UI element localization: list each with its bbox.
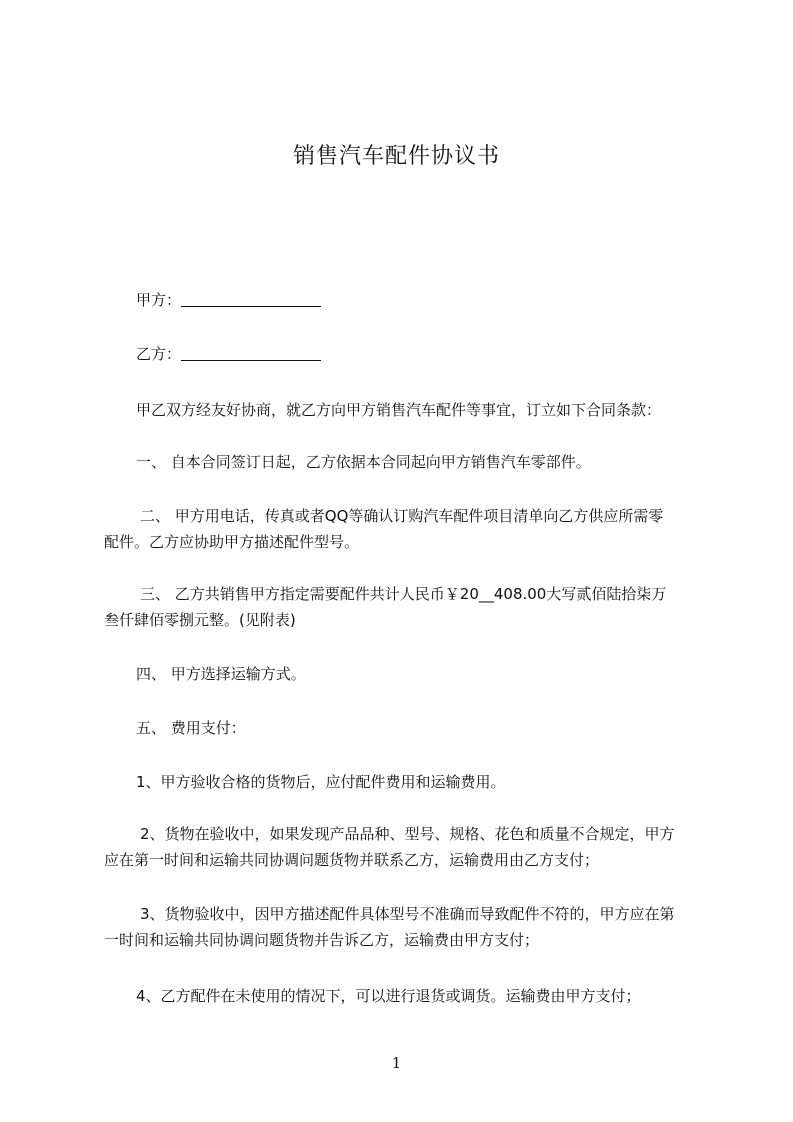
payment-item-1: 1、甲方验收合格的货物后，应付配件费用和运输费用。 xyxy=(136,773,506,791)
payment-item-4: 4、乙方配件在未使用的情况下，可以进行退货或调货。运输费由甲方支付； xyxy=(136,987,641,1005)
clause-2-line-2: 配件。乙方应协助甲方描述配件型号。 xyxy=(104,533,360,551)
clause-5: 五、 费用支付： xyxy=(136,719,246,737)
clause-1: 一、 自本合同签订日起，乙方依据本合同起向甲方销售汽车零部件。 xyxy=(136,453,591,471)
party-b-blank xyxy=(181,345,321,361)
party-b-line xyxy=(104,340,736,368)
clause-3-line-1: 三、 乙方共销售甲方指定需要配件共计人民币￥20__408.00大写贰佰陆拾柒万 xyxy=(140,585,667,603)
party-a-line xyxy=(104,286,736,314)
party-a-blank xyxy=(181,291,321,307)
clause-3-line-2: 叁仟肆佰零捌元整。(见附表) xyxy=(104,611,296,629)
page-number: 1 xyxy=(391,1054,402,1072)
party-b-label: 乙方： xyxy=(136,345,182,363)
document-title: 销售汽车配件协议书 xyxy=(292,144,500,169)
party-a-label: 甲方： xyxy=(136,291,182,309)
intro-paragraph: 甲乙双方经友好协商，就乙方向甲方销售汽车配件等事宜，订立如下合同条款： xyxy=(136,401,662,419)
payment-item-2-line-2: 应在第一时间和运输共同协调问题货物并联系乙方，运输费用由乙方支付； xyxy=(104,851,600,869)
clause-2-line-1: 二、 甲方用电话，传真或者QQ等确认订购汽车配件项目清单向乙方供应所需零 xyxy=(140,507,664,525)
payment-item-2-line-1: 2、货物在验收中，如果发现产品品种、型号、规格、花色和质量不合规定，甲方 xyxy=(140,825,675,843)
clause-4: 四、 甲方选择运输方式。 xyxy=(136,665,306,683)
payment-item-3-line-1: 3、货物验收中，因甲方描述配件具体型号不准确而导致配件不符的，甲方应在第 xyxy=(140,905,675,923)
payment-item-3-line-2: 一时间和运输共同协调问题货物并告诉乙方，运输费由甲方支付； xyxy=(104,931,540,949)
